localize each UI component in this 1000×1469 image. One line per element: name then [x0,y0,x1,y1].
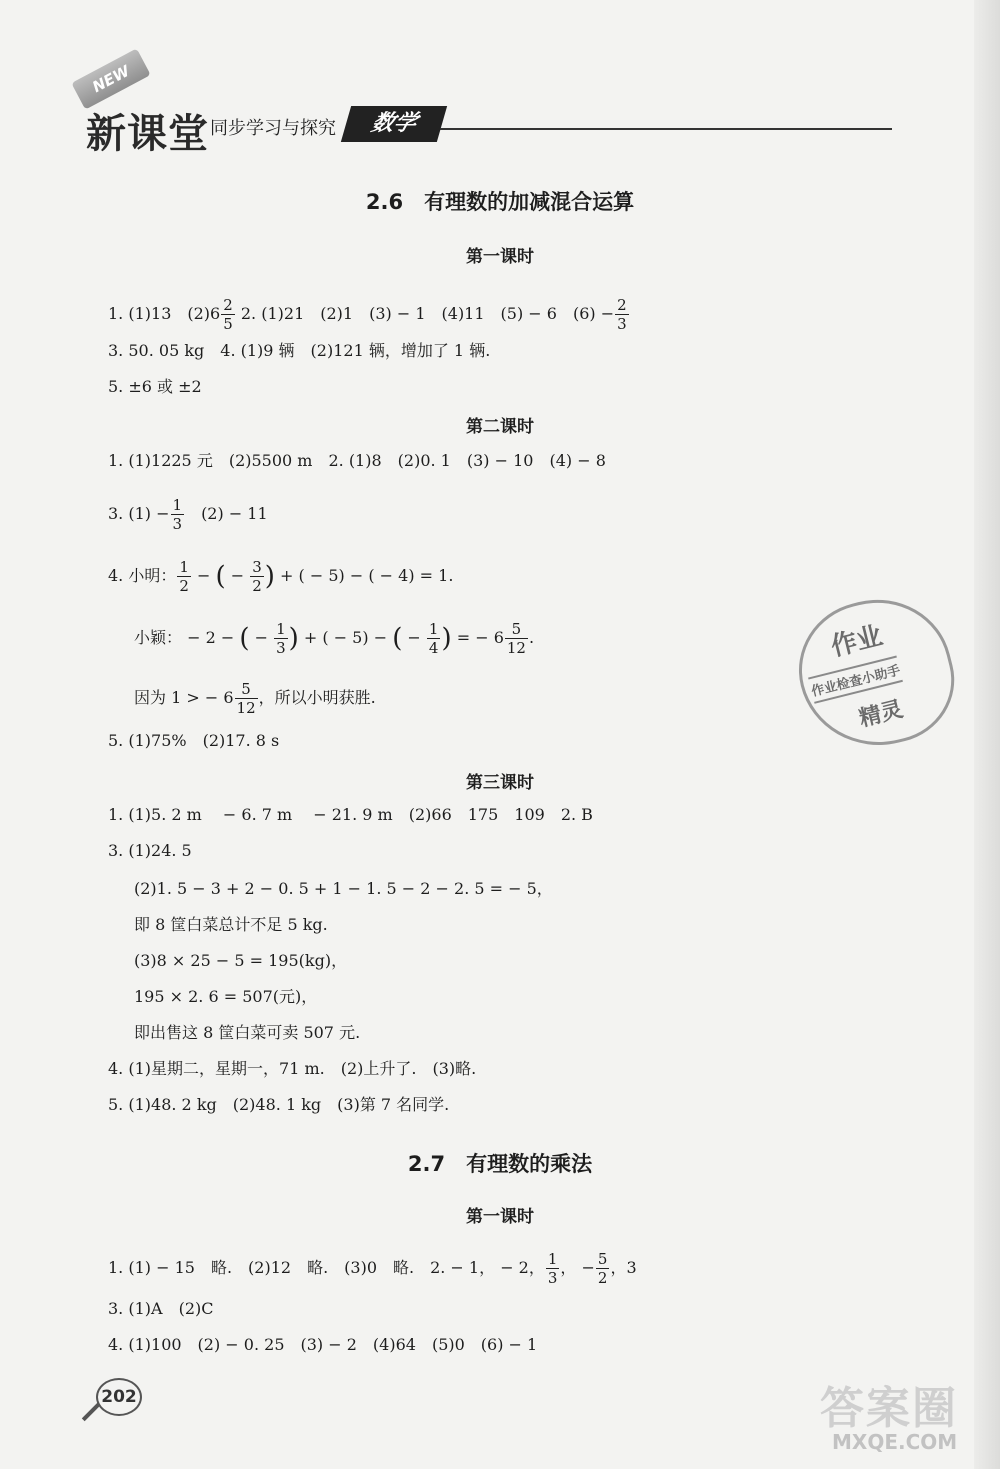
fraction: $\frac{5}{2}$ [597,1250,608,1287]
answer-text: 4. 小明： [108,566,177,585]
fraction: $\frac{5}{12}$ [506,620,526,657]
answer-line: 3. 50. 05 kg 4. (1)9 辆 (2)121 辆，增加了 1 辆. [108,341,491,360]
answer-line: 4. (1)星期二，星期一，71 m. (2)上升了. (3)略. [108,1059,477,1078]
watermark-url: MXQE.COM [832,1430,958,1454]
answer-line: (2)1. 5 − 3 + 2 − 0. 5 + 1 − 1. 5 − 2 − 2. 5 = − 5， [134,879,553,898]
answer-line: 因为 1 > − 6 $\frac{5}{12}$ ，所以小明获胜. [134,680,376,717]
section-title-2-6: 2.6 有理数的加减混合运算 [365,190,635,214]
header-divider [440,128,892,130]
answer-line: 1. (1)1225 元 (2)5500 m 2. (1)8 (2)0. 1 (3) − 10 (4) − 8 [108,451,606,470]
stamp-text: 精灵 [856,697,906,732]
page-number: 202 [96,1378,142,1416]
stamp-text: 作业检查小助手 [808,656,903,704]
book-subtitle: 同步学习与探究 [210,118,336,139]
answer-line: (3)8 × 25 − 5 = 195(kg)， [134,951,348,970]
book-header [60,50,900,160]
answer-line: 195 × 2. 6 = 507(元)， [134,987,318,1006]
answer-line: 1. (1) − 15 略. (2)12 略. (3)0 略. 2. − 1， − 2， $\frac{1}{3}$ ， − $\frac{5}{2}$ ，3 [108,1250,637,1287]
fraction: $\frac{1}{4}$ [428,620,439,657]
answer-text: (2) − 11 [185,504,268,523]
answer-line: 5. ±6 或 ±2 [108,377,202,396]
new-badge: NEW [71,48,150,109]
book-brand: 新课堂 [86,111,209,157]
answer-line: 即 8 筐白菜总计不足 5 kg. [134,915,328,934]
stamp-text: 作业 [828,620,886,663]
lesson-title: 第一课时 [466,247,534,267]
fraction: $\frac{2}{5}$ [223,296,233,333]
fraction: $\frac{3}{2}$ [252,558,262,595]
fraction: $\frac{1}{2}$ [179,558,189,595]
subject-label: 数学 [341,106,447,142]
fraction: $\frac{1}{3}$ [172,496,183,533]
page-edge-shadow [974,0,1000,1469]
lesson-title: 第二课时 [466,417,534,437]
answer-line: 5. (1)48. 2 kg (2)48. 1 kg (3)第 7 名同学. [108,1095,450,1114]
lesson-title: 第一课时 [466,1207,534,1227]
answer-line: 5. (1)75% (2)17. 8 s [108,731,280,750]
answer-text: 2. (1)21 (2)1 (3) − 1 (4)11 (5) − 6 (6) − [240,304,615,323]
answer-line: 1. (1)5. 2 m − 6. 7 m − 21. 9 m (2)66 175 109 2. B [108,805,593,824]
answer-line: 3. (1)24. 5 [108,841,192,860]
answer-line: 4. (1)100 (2) − 0. 25 (3) − 2 (4)64 (5)0 (6) − 1 [108,1335,538,1354]
answer-line [108,496,268,533]
fraction: $\frac{1}{3}$ [547,1250,558,1287]
answer-text: 1. (1)13 (2)6 [108,304,221,323]
answer-line: 4. 小明： $\frac{1}{2}$ − ( − $\frac{3}{2}$ ) + ( − 5) − ( − 4) = 1. [108,558,454,595]
answer-line [108,296,630,333]
homework-stamp [785,584,968,762]
fraction: $\frac{1}{3}$ [276,620,286,657]
answer-text: 3. (1) − [108,504,170,523]
section-title-2-7: 2.7 有理数的乘法 [407,1152,593,1176]
answer-line: 即出售这 8 筐白菜可卖 507 元. [134,1023,361,1042]
fraction: $\frac{2}{3}$ [617,296,627,333]
fraction: $\frac{5}{12}$ [236,680,256,717]
magnifier-icon [82,1403,100,1421]
answer-line: 小颖： − 2 − ( − $\frac{1}{3}$ ) + ( − 5) − ( − $\frac{1}{4}$ ) = − 6 $\frac{5}{12}$ . [134,620,535,657]
answer-line: 3. (1)A (2)C [108,1299,214,1318]
lesson-title: 第三课时 [466,773,534,793]
watermark-logo: 答案圈 [820,1383,958,1434]
